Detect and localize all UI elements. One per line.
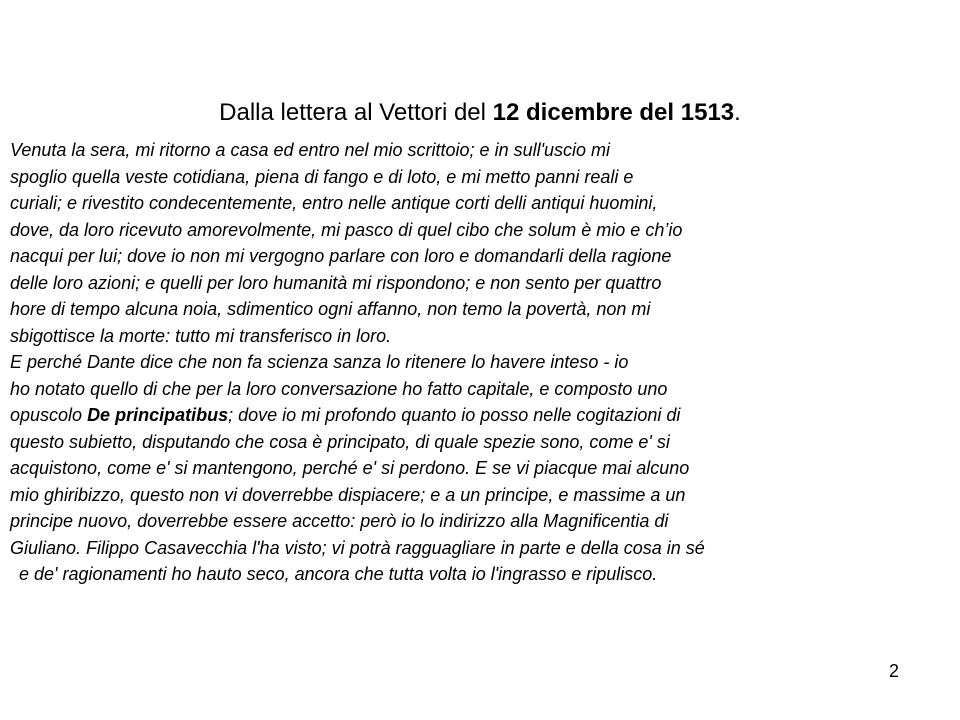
work-title-de-principatibus: De principatibus	[87, 405, 229, 425]
text-line-opuscolo	[10, 402, 950, 429]
opuscolo-after: ; dove io mi profondo quanto io posso nelle cogitazioni di	[228, 405, 681, 425]
title-prefix: Dalla lettera al Vettori del	[219, 99, 493, 126]
text-line: principe nuovo, doverrebbe essere accetto: però io lo indirizzo alla Magnificentia di	[10, 511, 669, 531]
text-line: acquistono, come e' si mantengono, perché e' si perdono. E se vi piacque mai alcuno	[10, 458, 690, 478]
text-line: delle loro azioni; e quelli per loro humanità mi rispondono; e non sento per quattro	[10, 272, 662, 293]
text-line: ho notato quello di che per la loro conversazione ho fatto capitale, e composto uno	[10, 378, 668, 399]
title-date: 12 dicembre del 1513	[492, 99, 735, 126]
slide-title	[0, 98, 960, 128]
letter-excerpt	[10, 137, 950, 588]
text-line: dove, da loro ricevuto amorevolmente, mi pasco di quel cibo che solum è mio e ch’io	[10, 219, 683, 240]
text-line: questo subietto, disputando che cosa è principato, di quale spezie sono, come e' si	[10, 431, 670, 452]
text-line: Giuliano. Filippo Casavecchia l'ha visto; vi potrà ragguagliare in parte e della cosa in sé	[10, 537, 705, 558]
text-line: e de' ragionamenti ho hauto seco, ancora che tutta volta io l'ingrasso e ripulisco.	[19, 564, 658, 584]
text-line: hore di tempo alcuna noia, sdimentico ogni affanno, non temo la povertà, non mi	[10, 299, 651, 319]
opuscolo-before: opuscolo	[10, 405, 88, 425]
text-line: E perché Dante dice che non fa scienza sanza lo ritenere lo havere inteso - io	[10, 352, 629, 372]
text-line: curiali; e rivestito condecentemente, entro nelle antique corti delli antiqui huomini,	[10, 193, 658, 213]
text-line: nacqui per lui; dove io non mi vergogno parlare con loro e domandarli della ragione	[10, 246, 672, 266]
text-line: mio ghiribizzo, questo non vi doverrebbe dispiacere; e a un principe, e massime a un	[10, 484, 686, 505]
title-suffix: .	[734, 99, 741, 126]
text-line: sbigottisce la morte: tutto mi transferisco in loro.	[10, 325, 392, 346]
text-line: spoglio quella veste cotidiana, piena di fango e di loto, e mi metto panni reali e	[10, 166, 634, 187]
text-line: Venuta la sera, mi ritorno a casa ed entro nel mio scrittoio; e in sull'uscio mi	[10, 140, 611, 160]
page-number: 2	[888, 661, 899, 681]
